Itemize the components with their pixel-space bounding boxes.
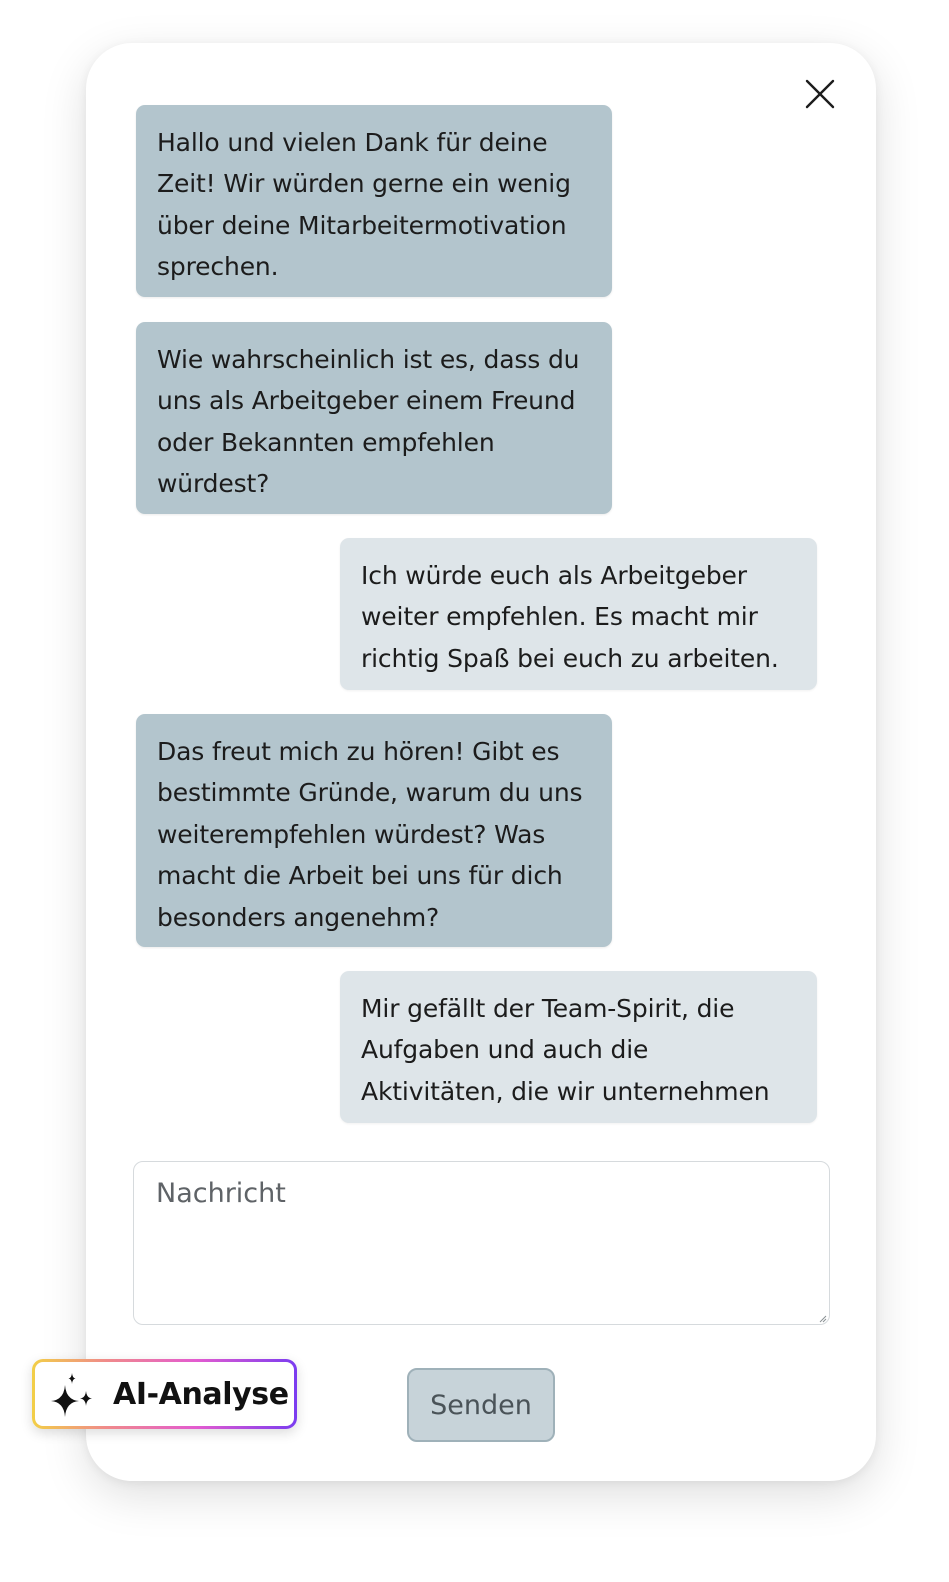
close-icon (802, 76, 838, 112)
ai-analyse-button-inner (35, 1362, 294, 1426)
send-button-label: Senden (430, 1389, 532, 1421)
chat-message-bot (136, 714, 612, 947)
send-button[interactable] (407, 1368, 555, 1442)
message-text: Wie wahrscheinlich ist es, dass du uns als Arbeitgeber einem Freund oder Bekannten empfehlen würdest? (157, 345, 580, 499)
sparkles-icon (47, 1369, 99, 1419)
chat-message-bot (136, 322, 612, 514)
resize-grip-icon[interactable] (818, 1314, 827, 1323)
message-text: Ich würde euch als Arbeitgeber weiter empfehlen. Es macht mir richtig Spaß bei euch zu arbeiten. (361, 561, 779, 673)
close-button[interactable] (802, 76, 838, 112)
message-text: Mir gefällt der Team-Spirit, die Aufgaben und auch die Aktivitäten, die wir unternehmen (361, 994, 770, 1106)
chat-message-bot (136, 105, 612, 297)
chat-message-user (340, 971, 817, 1123)
chat-message-user (340, 538, 817, 690)
message-input[interactable] (133, 1161, 830, 1325)
message-text: Hallo und vielen Dank für deine Zeit! Wir würden gerne ein wenig über deine Mitarbeitermotivation sprechen. (157, 128, 571, 282)
message-text: Das freut mich zu hören! Gibt es bestimmte Gründe, warum du uns weiterempfehlen würdest? Was macht die Arbeit bei uns für dich besonders angenehm? (157, 737, 583, 932)
ai-analyse-label: AI-Analyse (113, 1376, 289, 1412)
ai-analyse-button[interactable] (32, 1359, 297, 1429)
